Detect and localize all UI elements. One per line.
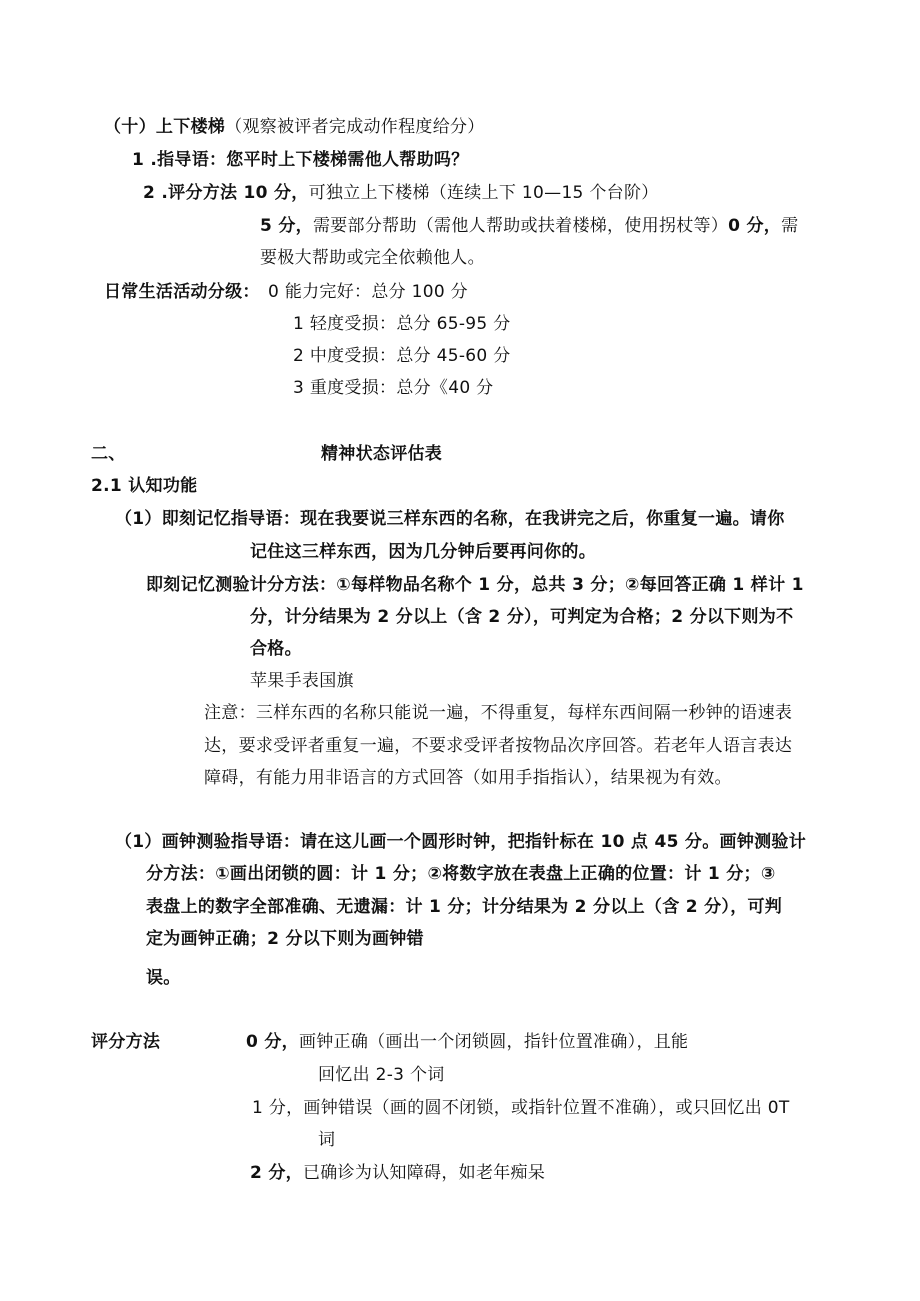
clock-test-line-3: 表盘上的数字全部准确、无遗漏：计 1 分；计分结果为 2 分以上（含 2 分），可判 (146, 897, 783, 917)
score-5-label: 5 分， (260, 216, 313, 236)
score-0-label: 0 分， (728, 216, 782, 236)
clock-test-line-5: 误。 (146, 968, 181, 988)
score-2-value: 2 分， (250, 1163, 303, 1183)
stairs-score-text: 可独立上下楼梯（连续上下 10—15 个台阶） (308, 183, 659, 203)
note-line-1: 注意：三样东西的名称只能说一遍，不得重复，每样东西间隔一秒钟的语速表 (204, 703, 793, 723)
score-1-desc: 画钟错误（画的圆不闭锁，或指针位置不准确），或只回忆出 0T (303, 1098, 790, 1118)
immediate-memory-test-1: 即刻记忆测验计分方法：①每样物品名称个 1 分，总共 3 分；②每回答正确 1 样计 1 (146, 575, 804, 595)
clock-test-line-4: 定为画钟正确；2 分以下则为画钟错 (146, 929, 424, 949)
score-5-text: 需要部分帮助（需他人帮助或扶着楼梯，使用拐杖等） (312, 216, 729, 236)
immediate-memory-test-3: 合格。 (250, 639, 302, 659)
score-0-value: 0 分， (246, 1032, 299, 1052)
immediate-memory-test-2: 分，计分结果为 2 分以上（含 2 分），可判定为合格；2 分以下则为不 (250, 607, 794, 627)
scoring-label: 评分方法 (91, 1032, 161, 1052)
score-0-text: 需 (781, 216, 799, 236)
stairs-score-cont: 要极大帮助或完全依赖他人。 (260, 248, 485, 268)
score-1-value: 1 分， (252, 1098, 304, 1118)
note-line-2: 达，要求受评者重复一遍，不要求受评者按物品次序回答。若老年人语言表达 (204, 736, 793, 756)
clock-test-line-2: 分方法：①画出闭锁的圆：计 1 分；②将数字放在表盘上正确的位置：计 1 分；③ (146, 864, 776, 884)
adl-label: 日常生活活动分级： (104, 282, 260, 302)
score-0-cont: 回忆出 2-3 个词 (318, 1065, 445, 1085)
stairs-guide: 1 .指导语：您平时上下楼梯需他人帮助吗？ (132, 150, 469, 170)
stairs-score (143, 181, 659, 205)
stairs-heading-note: （观察被评者完成动作程度给分） (225, 117, 485, 137)
stairs-heading (104, 115, 485, 139)
score-0 (246, 1030, 688, 1054)
score-1 (252, 1096, 790, 1120)
clock-test-line-1: （1）画钟测验指导语：请在这儿画一个圆形时钟，把指针标在 10 点 45 分。画钟测验计 (115, 832, 807, 852)
section-2-number: 二、 (91, 444, 126, 464)
section-2-title: 精神状态评估表 (321, 444, 443, 464)
memory-items: 苹果手表国旗 (250, 671, 354, 691)
adl-level-1: 1 轻度受损：总分 65-95 分 (293, 314, 511, 334)
score-2-desc: 已确诊为认知障碍，如老年痴呆 (302, 1163, 546, 1183)
score-2 (250, 1161, 545, 1185)
adl-level-3: 3 重度受损：总分《40 分 (293, 378, 494, 398)
stairs-score-label: 2 .评分方法 10 分， (143, 183, 309, 203)
score-0-desc: 画钟正确（画出一个闭锁圆，指针位置准确），且能 (298, 1032, 689, 1052)
stairs-heading-bold: （十）上下楼梯 (104, 117, 226, 137)
adl-level-2: 2 中度受损：总分 45-60 分 (293, 346, 511, 366)
stairs-score-5-0 (260, 214, 798, 238)
score-1-cont: 词 (318, 1130, 336, 1150)
immediate-memory-guide-2: 记住这三样东西，因为几分钟后要再问你的。 (250, 542, 596, 562)
adl-level-0: 0 能力完好：总分 100 分 (268, 282, 468, 302)
note-line-3: 障碍，有能力用非语言的方式回答（如用手指指认），结果视为有效。 (204, 768, 732, 788)
cognition-heading: 2.1 认知功能 (91, 476, 198, 496)
immediate-memory-guide-1: （1）即刻记忆指导语：现在我要说三样东西的名称，在我讲完之后，你重复一遍。请你 (115, 509, 785, 529)
